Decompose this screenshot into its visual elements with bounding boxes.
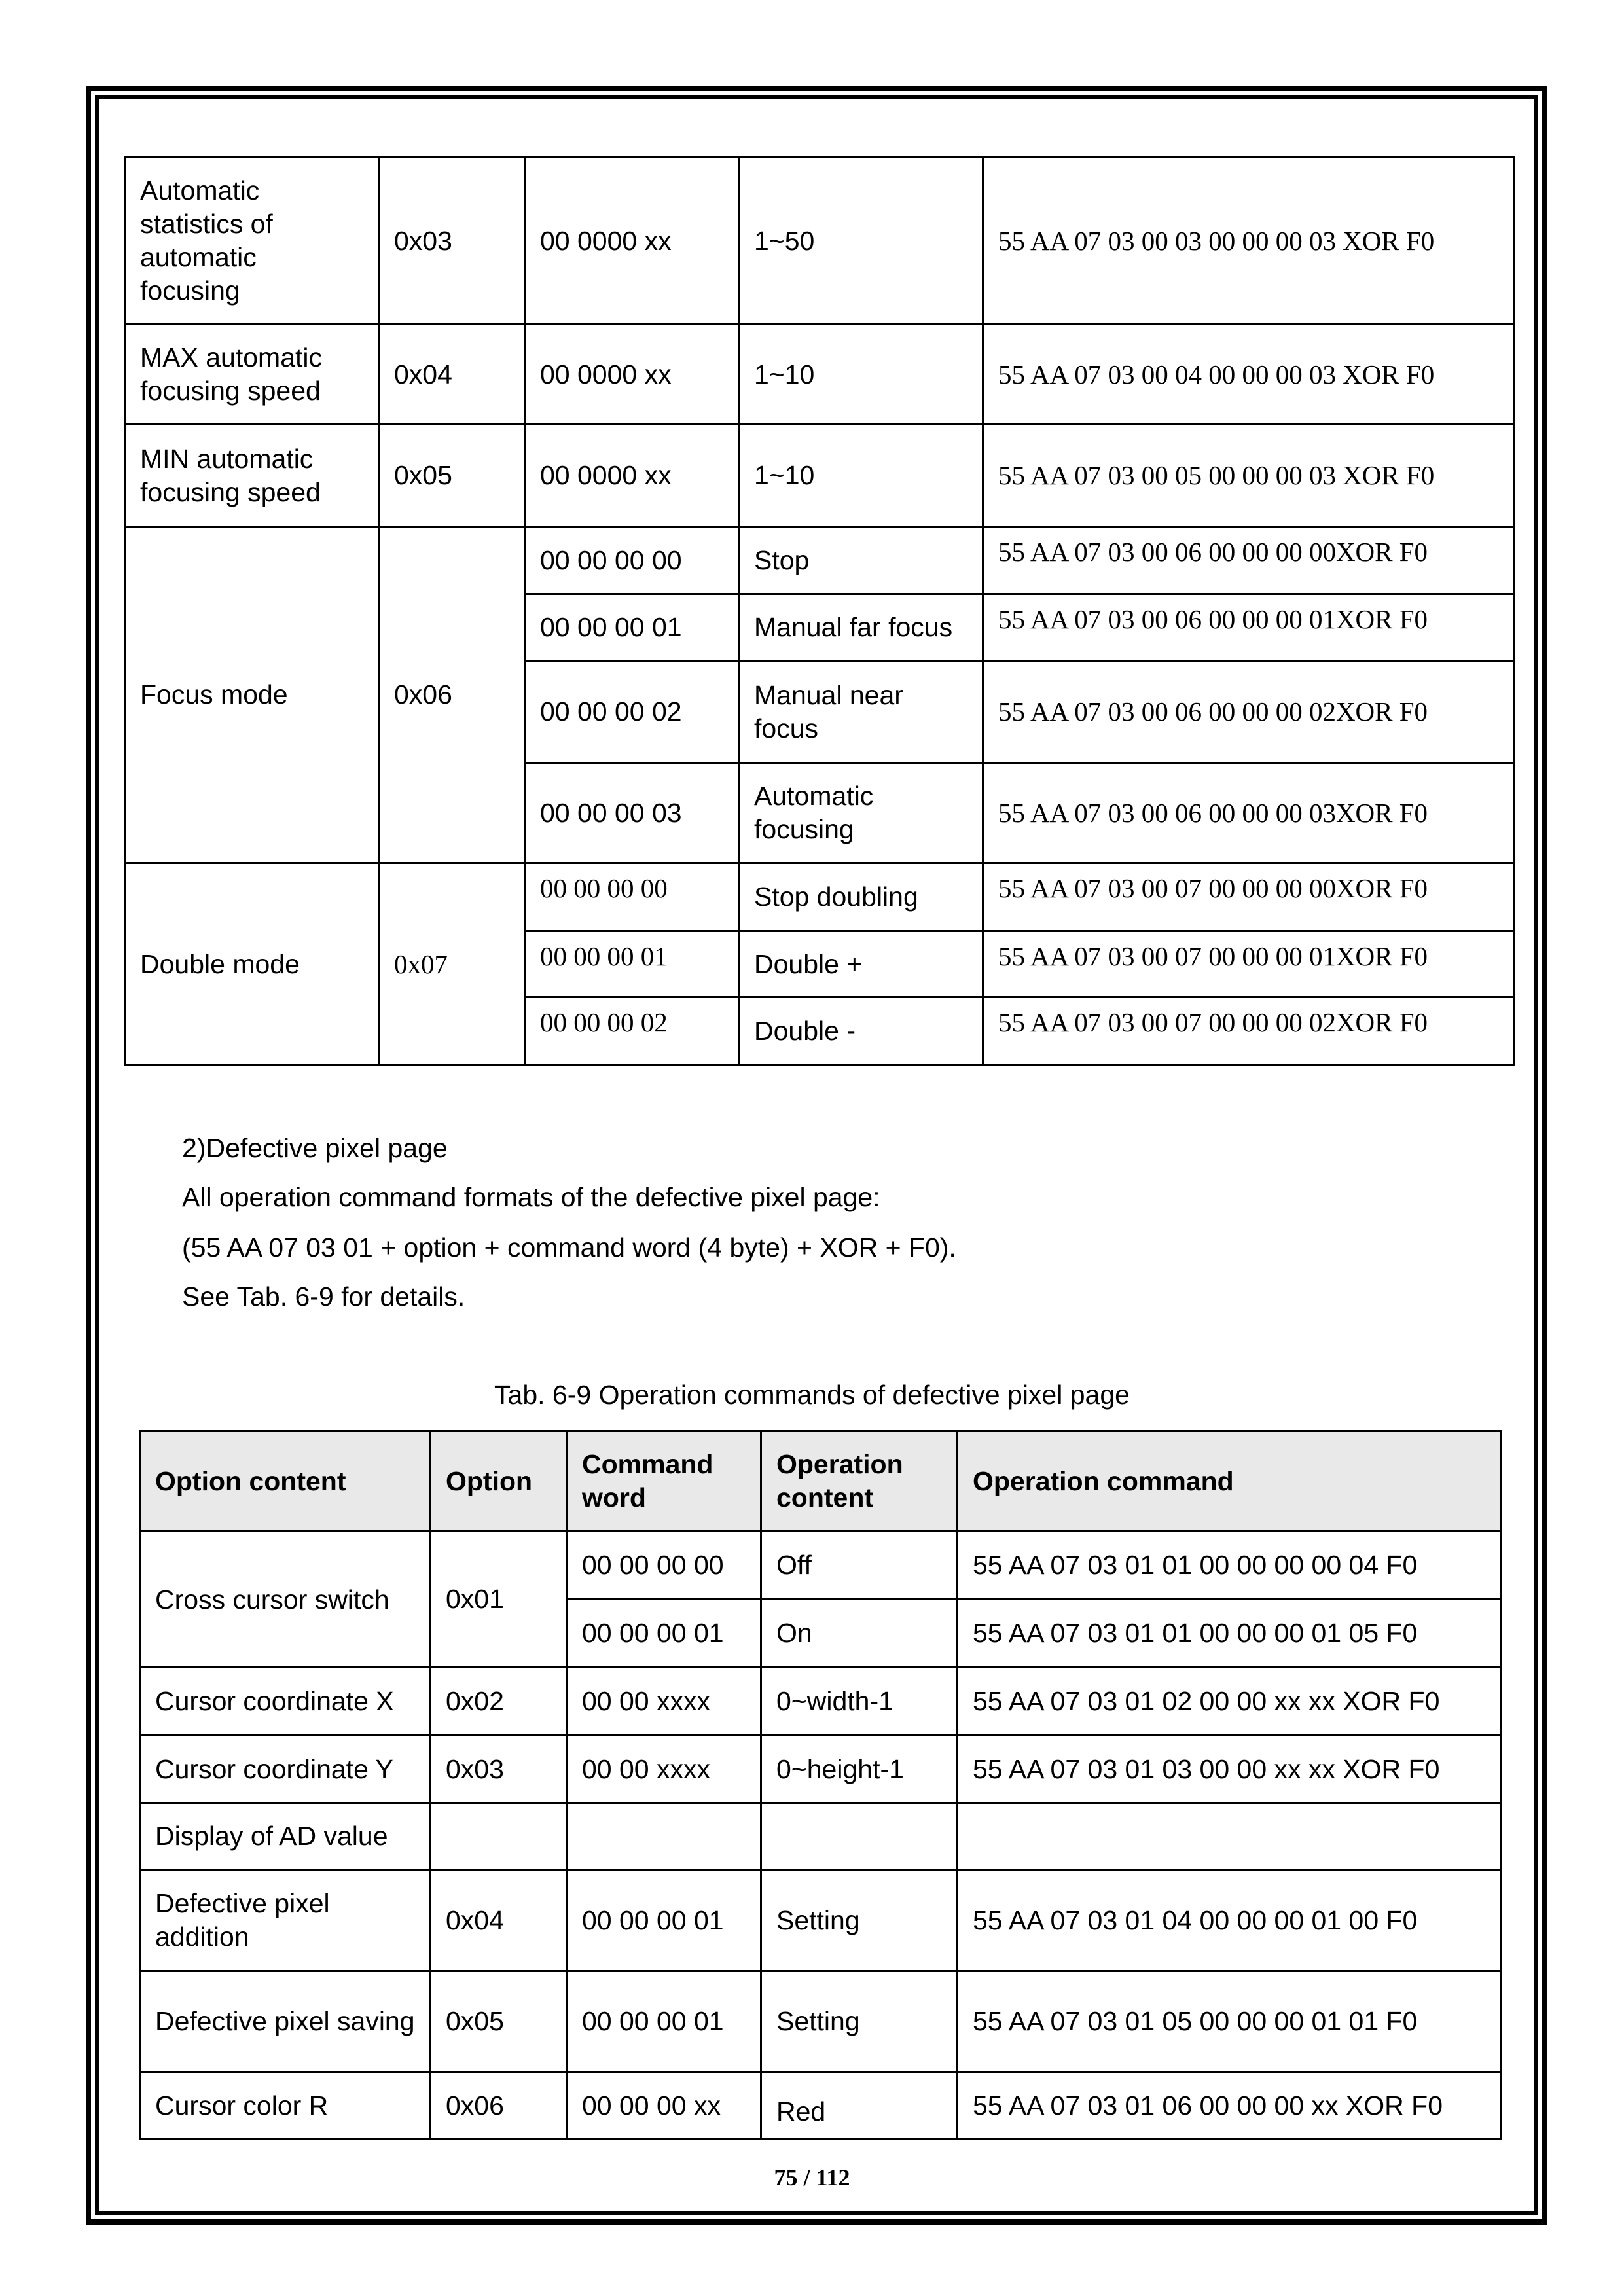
table-row	[140, 2072, 1501, 2140]
operation-command-cell: 55 AA 07 03 01 02 00 00 xx xx XOR F0	[958, 1668, 1501, 1736]
command-word-cell: 00 00 00 02	[525, 661, 739, 763]
table-row	[125, 325, 1514, 425]
command-word-cell: 00 0000 xx	[525, 325, 739, 425]
header-command-word: Command word	[567, 1431, 761, 1532]
option-cell: 0x01	[431, 1532, 567, 1668]
operation-content-cell: 0~width-1	[761, 1668, 958, 1736]
command-word-cell: 00 00 00 01	[567, 1870, 761, 1971]
header-option-content: Option content	[140, 1431, 431, 1532]
command-word-cell: 00 00 00 01	[525, 931, 739, 997]
focus-commands-table	[124, 156, 1515, 1066]
operation-command-cell: 55 AA 07 03 01 04 00 00 00 01 00 F0	[958, 1870, 1501, 1971]
table-row	[140, 1803, 1501, 1870]
command-word-cell: 00 00 00 00	[525, 863, 739, 931]
table-row	[140, 1532, 1501, 1600]
table-row	[125, 425, 1514, 527]
operation-content-cell: 1~10	[739, 325, 983, 425]
operation-content-cell: On	[761, 1600, 958, 1668]
operation-content-cell: Manual far focus	[739, 594, 983, 661]
operation-content-cell: Setting	[761, 1971, 958, 2072]
table-caption: Tab. 6-9 Operation commands of defective pixel page	[494, 1380, 1130, 1410]
option-cell: 0x05	[431, 1971, 567, 2072]
operation-command-cell: 55 AA 07 03 00 07 00 00 00 00XOR F0	[983, 863, 1514, 931]
option-content-cell: Cross cursor switch	[140, 1532, 431, 1668]
option-cell: 0x03	[431, 1736, 567, 1803]
option-content-cell: Defective pixel addition	[140, 1870, 431, 1971]
command-word-cell: 00 0000 xx	[525, 425, 739, 527]
option-cell: 0x06	[431, 2072, 567, 2140]
operation-command-cell: 55 AA 07 03 00 07 00 00 00 01XOR F0	[983, 931, 1514, 997]
option-content-cell: Automatic statistics of automatic focusing	[125, 158, 379, 325]
option-cell: 0x04	[431, 1870, 567, 1971]
section-paragraph-2: (55 AA 07 03 01 + option + command word (4 byte) + XOR + F0).	[182, 1232, 956, 1263]
operation-content-cell: Setting	[761, 1870, 958, 1971]
operation-content-cell: 0~height-1	[761, 1736, 958, 1803]
command-word-cell: 00 00 00 03	[525, 763, 739, 863]
table-row	[140, 1668, 1501, 1736]
operation-command-cell: 55 AA 07 03 00 06 00 00 00 02XOR F0	[983, 661, 1514, 763]
option-content-cell: Cursor coordinate Y	[140, 1736, 431, 1803]
command-word-cell: 00 00 00 xx	[567, 2072, 761, 2140]
operation-content-cell: Off	[761, 1532, 958, 1600]
option-content-cell: MAX automatic focusing speed	[125, 325, 379, 425]
operation-command-cell: 55 AA 07 03 00 06 00 00 00 01XOR F0	[983, 594, 1514, 661]
operation-command-cell: 55 AA 07 03 00 06 00 00 00 03XOR F0	[983, 763, 1514, 863]
operation-command-cell: 55 AA 07 03 00 07 00 00 00 02XOR F0	[983, 997, 1514, 1066]
operation-command-cell: 55 AA 07 03 00 06 00 00 00 00XOR F0	[983, 527, 1514, 594]
operation-content-cell: 1~50	[739, 158, 983, 325]
header-operation-content: Operation content	[761, 1431, 958, 1532]
operation-command-cell: 55 AA 07 03 00 03 00 00 00 03 XOR F0	[983, 158, 1514, 325]
table-row	[140, 1736, 1501, 1803]
table-row	[140, 1971, 1501, 2072]
page-number: 75 / 112	[774, 2164, 850, 2191]
section-paragraph-3: See Tab. 6-9 for details.	[182, 1282, 465, 1312]
operation-command-cell: 55 AA 07 03 00 04 00 00 00 03 XOR F0	[983, 325, 1514, 425]
command-word-cell: 00 00 00 01	[525, 594, 739, 661]
table-header-row	[140, 1431, 1501, 1532]
operation-content-cell	[761, 1803, 958, 1870]
option-content-cell: Cursor color R	[140, 2072, 431, 2140]
option-cell: 0x06	[379, 527, 525, 863]
table-row	[125, 158, 1514, 325]
option-cell: 0x05	[379, 425, 525, 527]
section-paragraph-1: All operation command formats of the defective pixel page:	[182, 1182, 880, 1212]
operation-command-cell	[958, 1803, 1501, 1870]
table-row	[140, 1870, 1501, 1971]
operation-command-cell: 55 AA 07 03 00 05 00 00 00 03 XOR F0	[983, 425, 1514, 527]
option-content-cell: MIN automatic focusing speed	[125, 425, 379, 527]
command-word-cell: 00 00 00 01	[567, 1971, 761, 2072]
operation-content-cell: 1~10	[739, 425, 983, 527]
operation-command-cell: 55 AA 07 03 01 01 00 00 00 00 04 F0	[958, 1532, 1501, 1600]
header-option: Option	[431, 1431, 567, 1532]
operation-content-cell: Double -	[739, 997, 983, 1066]
option-content-cell: Double mode	[125, 863, 379, 1066]
table-row	[125, 527, 1514, 594]
option-content-cell: Defective pixel saving	[140, 1971, 431, 2072]
option-cell: 0x07	[379, 863, 525, 1066]
operation-command-cell: 55 AA 07 03 01 03 00 00 xx xx XOR F0	[958, 1736, 1501, 1803]
option-cell: 0x02	[431, 1668, 567, 1736]
option-cell: 0x03	[379, 158, 525, 325]
operation-content-cell: Red	[761, 2072, 958, 2140]
option-content-cell: Focus mode	[125, 527, 379, 863]
operation-content-cell: Stop doubling	[739, 863, 983, 931]
operation-content-cell: Double +	[739, 931, 983, 997]
operation-content-cell: Manual near focus	[739, 661, 983, 763]
option-cell	[431, 1803, 567, 1870]
option-cell: 0x04	[379, 325, 525, 425]
section-heading: 2)Defective pixel page	[182, 1133, 448, 1163]
defective-pixel-commands-table	[139, 1430, 1502, 2140]
command-word-cell: 00 00 00 02	[525, 997, 739, 1066]
command-word-cell: 00 00 00 00	[525, 527, 739, 594]
command-word-cell: 00 00 xxxx	[567, 1736, 761, 1803]
table-row	[125, 863, 1514, 931]
option-content-cell: Display of AD value	[140, 1803, 431, 1870]
command-word-cell	[567, 1803, 761, 1870]
command-word-cell: 00 00 00 01	[567, 1600, 761, 1668]
header-operation-command: Operation command	[958, 1431, 1501, 1532]
command-word-cell: 00 00 00 00	[567, 1532, 761, 1600]
operation-command-cell: 55 AA 07 03 01 01 00 00 00 01 05 F0	[958, 1600, 1501, 1668]
command-word-cell: 00 0000 xx	[525, 158, 739, 325]
option-content-cell: Cursor coordinate X	[140, 1668, 431, 1736]
operation-content-cell: Automatic focusing	[739, 763, 983, 863]
operation-content-cell: Stop	[739, 527, 983, 594]
operation-command-cell: 55 AA 07 03 01 05 00 00 00 01 01 F0	[958, 1971, 1501, 2072]
operation-command-cell: 55 AA 07 03 01 06 00 00 00 xx XOR F0	[958, 2072, 1501, 2140]
command-word-cell: 00 00 xxxx	[567, 1668, 761, 1736]
